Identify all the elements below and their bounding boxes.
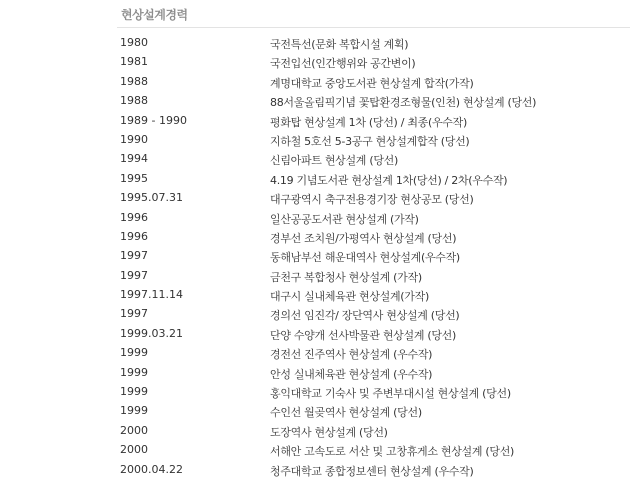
history-row xyxy=(0,326,630,345)
history-description: 동해남부선 해운대역사 현상설계(우수작) xyxy=(270,251,460,265)
history-description: 평화탑 현상설계 1차 (당선) / 최종(우수작) xyxy=(270,115,467,129)
history-row xyxy=(0,210,630,229)
history-description: 신림아파트 현상설계 (당선) xyxy=(270,154,398,168)
history-description: 88서울올림픽기념 꽃탑환경조형물(인천) 현상설계 (당선) xyxy=(270,96,537,110)
history-row xyxy=(0,462,630,481)
history-year: 1994 xyxy=(120,152,148,166)
history-description: 일산공공도서관 현상설계 (가작) xyxy=(270,212,419,226)
history-description: 수인선 월곶역사 현상설계 (당선) xyxy=(270,406,422,420)
history-description: 금천구 복합청사 현상설계 (가작) xyxy=(270,270,422,284)
history-row xyxy=(0,74,630,93)
title-divider xyxy=(117,27,630,28)
history-year: 1989 - 1990 xyxy=(120,113,187,127)
history-row xyxy=(0,132,630,151)
history-year: 1999 xyxy=(120,404,148,418)
history-description: 계명대학교 중앙도서관 현상설계 합작(가작) xyxy=(270,76,474,90)
history-year: 1996 xyxy=(120,210,148,224)
history-row xyxy=(0,248,630,267)
history-row xyxy=(0,268,630,287)
history-row xyxy=(0,384,630,403)
history-list xyxy=(0,35,630,481)
history-row xyxy=(0,151,630,170)
history-description: 단양 수양개 선사박물관 현상설계 (당선) xyxy=(270,328,456,342)
history-row xyxy=(0,171,630,190)
history-row xyxy=(0,93,630,112)
history-description: 지하철 5호선 5-3공구 현상설계합작 (당선) xyxy=(270,134,470,148)
history-year: 1995.07.31 xyxy=(120,191,183,205)
history-row xyxy=(0,35,630,54)
history-year: 1990 xyxy=(120,132,148,146)
history-year: 1997 xyxy=(120,268,148,282)
history-description: 국전특선(문화 복합시설 계획) xyxy=(270,38,409,51)
history-row xyxy=(0,403,630,422)
history-row xyxy=(0,54,630,73)
history-row xyxy=(0,442,630,461)
history-description: 경의선 임진각/ 장단역사 현상설계 (당선) xyxy=(270,309,460,323)
history-row xyxy=(0,229,630,248)
history-description: 안성 실내체육관 현상설계 (우수작) xyxy=(270,367,433,381)
history-year: 1988 xyxy=(120,94,148,108)
history-year: 1999 xyxy=(120,385,148,399)
history-description: 대구시 실내체육관 현상설계(가작) xyxy=(270,290,429,304)
history-year: 1999 xyxy=(120,346,148,360)
history-description: 서해안 고속도로 서산 및 고창휴게소 현상설계 (당선) xyxy=(270,445,515,459)
history-year: 2000 xyxy=(120,443,148,457)
history-description: 청주대학교 종합정보센터 현상설계 (우수작) xyxy=(270,464,474,478)
history-description: 국전입선(인간행위와 공간변이) xyxy=(270,57,416,71)
history-year: 1981 xyxy=(120,55,148,69)
history-row xyxy=(0,306,630,325)
section-title: 현상설계경력 xyxy=(121,8,188,22)
history-year: 1997 xyxy=(120,249,148,263)
history-row xyxy=(0,287,630,306)
history-description: 도장역사 현상설계 (당선) xyxy=(270,425,388,439)
history-year: 2000 xyxy=(120,423,148,437)
history-description: 대구광역시 축구전용경기장 현상공모 (당선) xyxy=(270,193,474,207)
history-year: 1999.03.21 xyxy=(120,326,183,340)
history-description: 경부선 조치원/가평역사 현상설계 (당선) xyxy=(270,231,457,245)
history-row xyxy=(0,190,630,209)
history-row xyxy=(0,345,630,364)
history-year: 1999 xyxy=(120,365,148,379)
history-description: 4.19 기념도서관 현상설계 1차(당선) / 2차(우수작) xyxy=(270,173,508,187)
history-description: 홍익대학교 기숙사 및 주변부대시설 현상설계 (당선) xyxy=(270,387,511,401)
history-year: 1997.11.14 xyxy=(120,288,183,302)
history-year: 1996 xyxy=(120,229,148,243)
history-year: 1997 xyxy=(120,307,148,321)
history-row xyxy=(0,365,630,384)
history-row xyxy=(0,113,630,132)
history-year: 1995 xyxy=(120,171,148,185)
history-row xyxy=(0,423,630,442)
history-year: 2000.04.22 xyxy=(120,462,183,476)
history-year: 1988 xyxy=(120,74,148,88)
history-year: 1980 xyxy=(120,36,148,49)
history-description: 경전선 진주역사 현상설계 (우수작) xyxy=(270,348,433,362)
